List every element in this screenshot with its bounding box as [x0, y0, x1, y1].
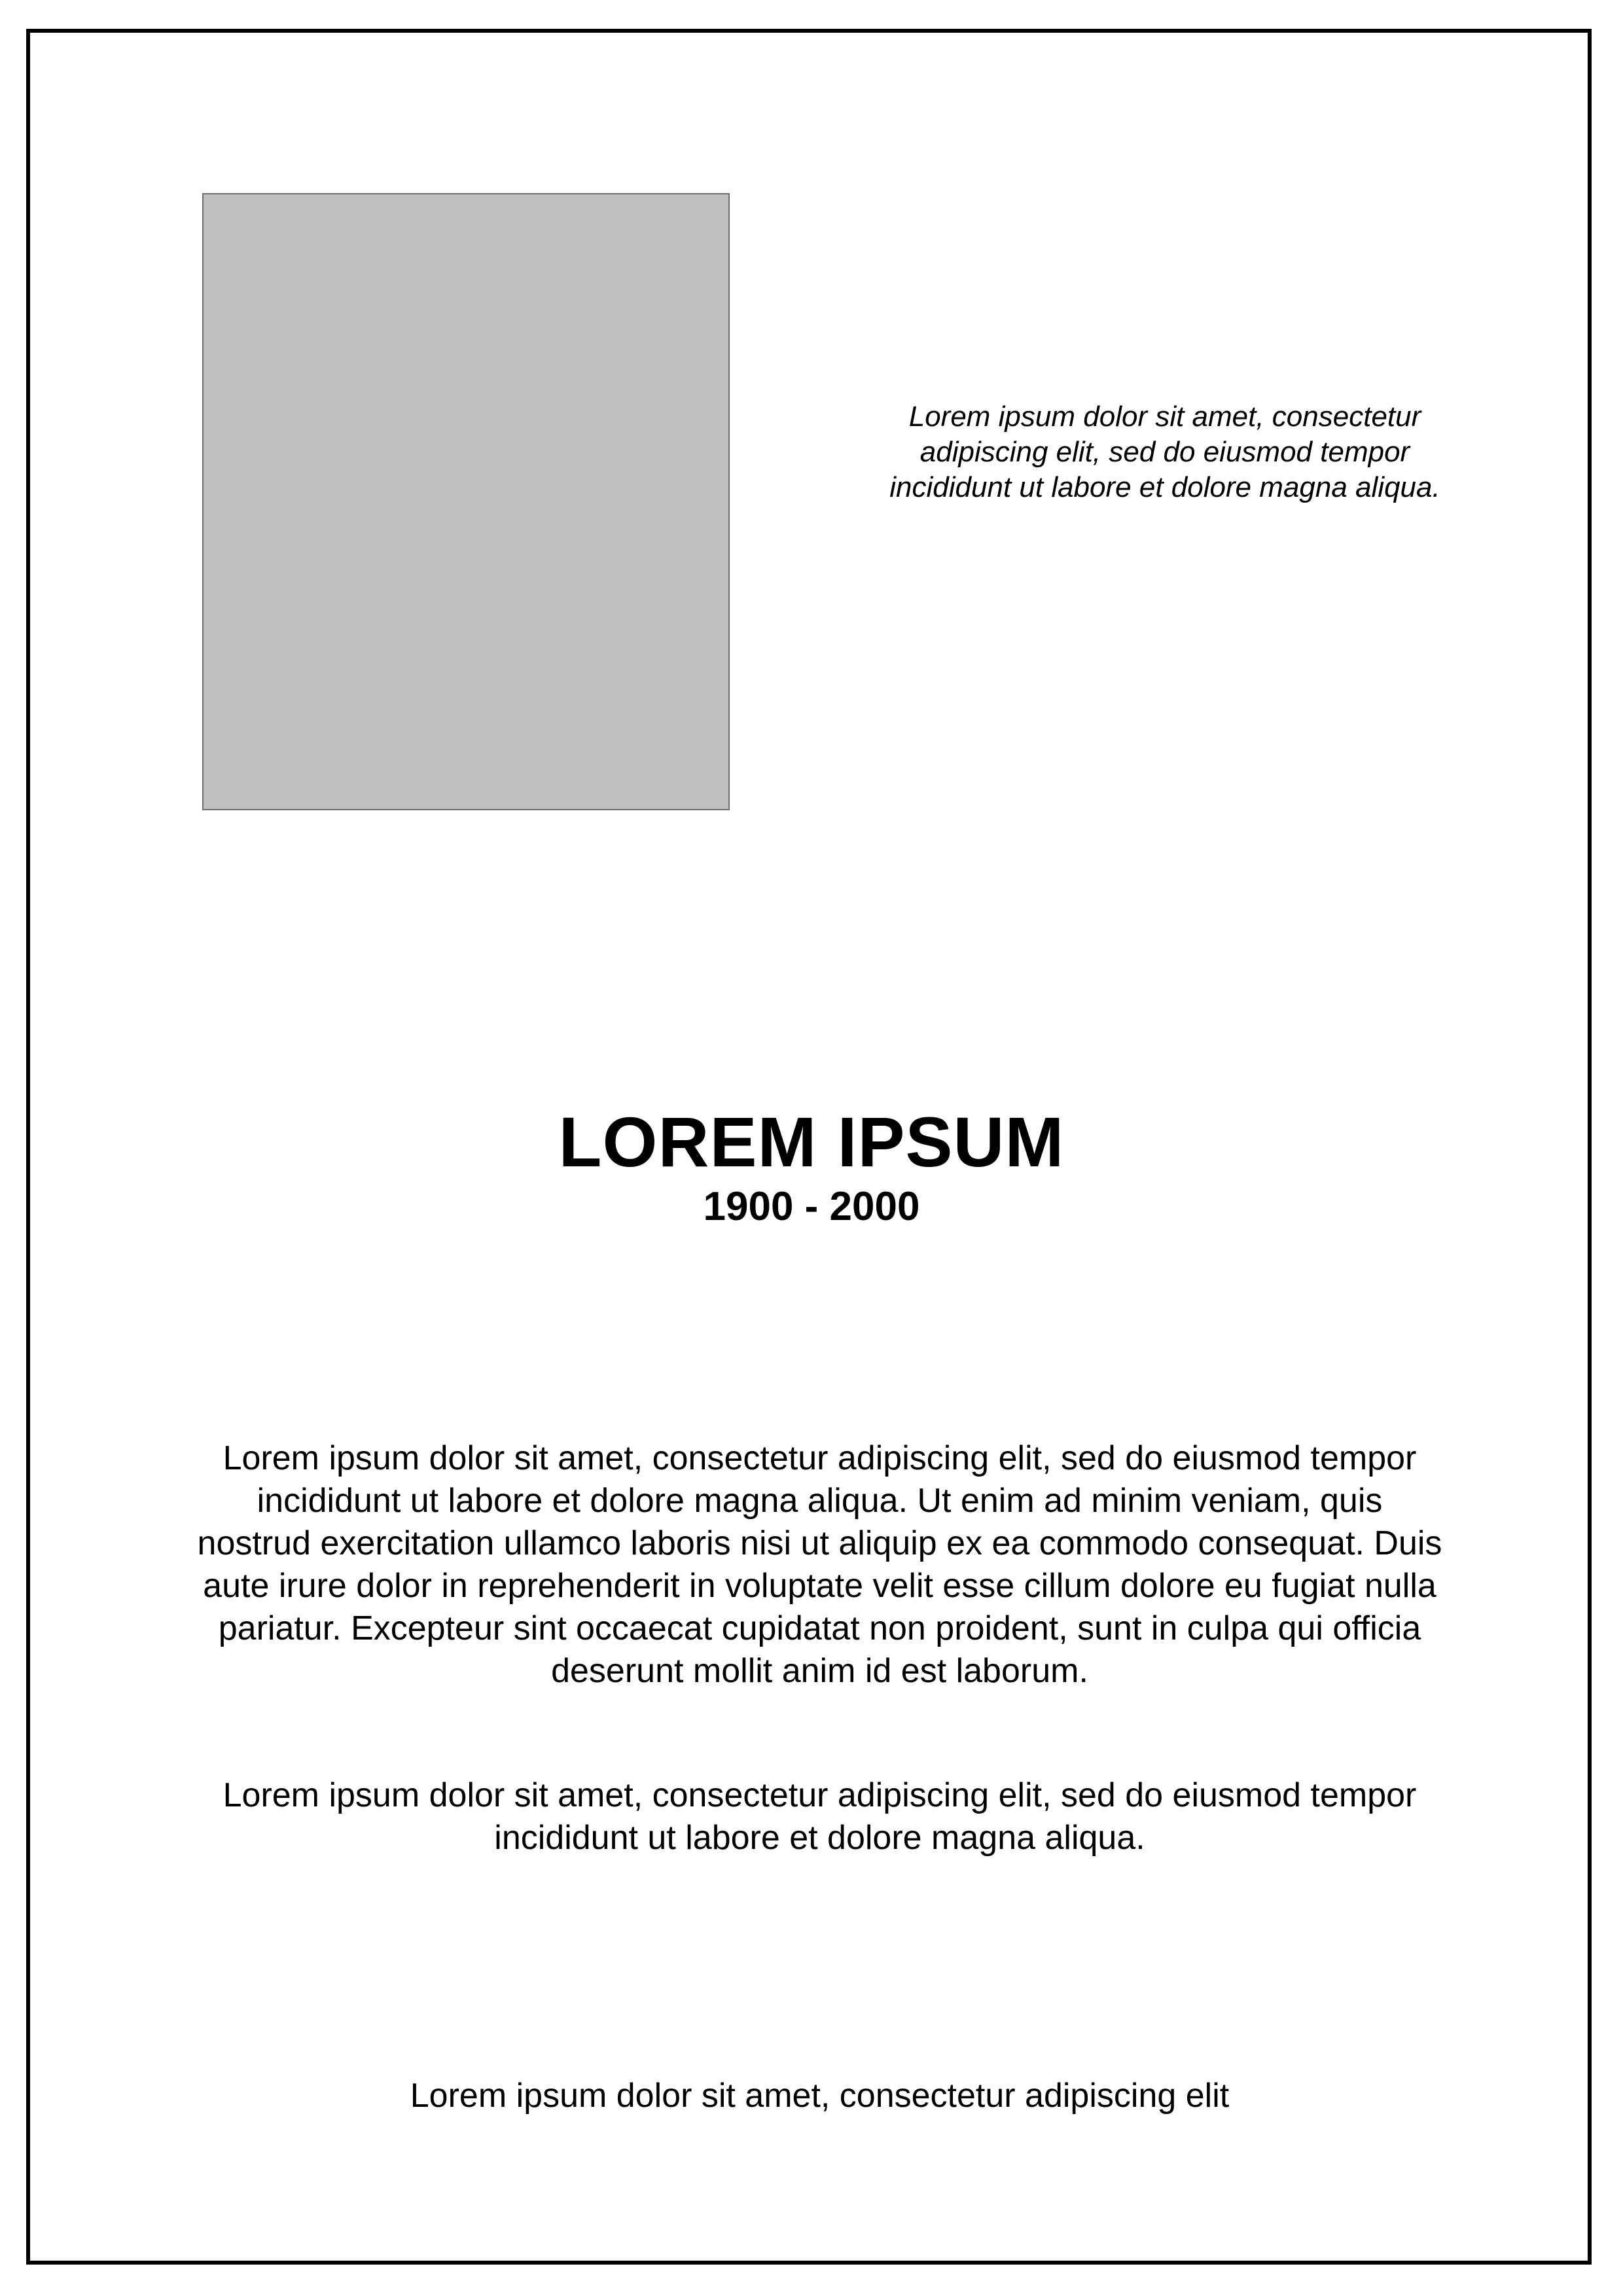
quote-text: Lorem ipsum dolor sit amet, consectetur adipiscing elit, sed do eiusmod tempor incididunt ut labore et dolore magna aliqua.: [889, 401, 1440, 503]
body-paragraph: Lorem ipsum dolor sit amet, consectetur adipiscing elit, sed do eiusmod tempor incididunt ut labore et dolore magna aliqua.: [223, 1776, 1417, 1857]
person-name: LOREM IPSUM: [558, 1102, 1065, 1181]
footer-text: Lorem ipsum dolor sit amet, consectetur adipiscing elit: [410, 2077, 1230, 2115]
photo-placeholder: [202, 193, 730, 810]
life-dates: 1900 - 2000: [703, 1184, 920, 1229]
body-paragraph: Lorem ipsum dolor sit amet, consectetur adipiscing elit, sed do eiusmod tempor incididunt ut labore et dolore magna aliqua. Ut enim ad minim veniam, quis nostrud exercitation ullamco laboris nisi ut aliquip ex ea commodo consequat. Duis aute irure dolor in reprehenderit in voluptate velit esse cillum dolore eu fugiat nulla pariatur. Excepteur sint occaecat cupidatat non proident, sunt in culpa qui officia deserunt mollit anim id est laborum.: [197, 1439, 1442, 1690]
